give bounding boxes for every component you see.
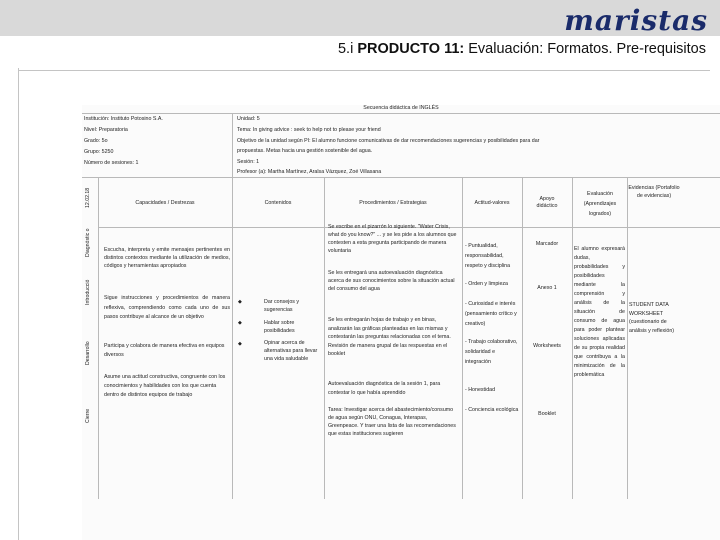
header-contenidos: Contenidos bbox=[264, 200, 292, 206]
header-apoyo: Apoyo didáctico bbox=[536, 196, 558, 209]
stage-cierre: Cierre bbox=[85, 408, 91, 423]
stage-desarrollo: Desarrollo bbox=[85, 341, 91, 365]
info-objetivo: Objetivo de la unidad según PI: El alumno funcione comunicativas de dar recomendaciones sugerencias y posibilidades para dar bbox=[237, 138, 540, 144]
info-propuestas: propuestas. Metas hacia una gestión sostenible del agua. bbox=[237, 148, 373, 154]
divider bbox=[232, 177, 233, 499]
divider bbox=[324, 177, 325, 499]
bullet-icon: ◆ bbox=[238, 341, 242, 347]
divider bbox=[462, 177, 463, 499]
header-capacidades: Capacidades / Destrezas bbox=[135, 200, 195, 206]
contenido-consejos: Dar consejos y sugerencias bbox=[264, 299, 300, 313]
divider bbox=[627, 177, 628, 499]
info-grado: Grado: 5o bbox=[84, 138, 108, 144]
procedimiento-pizarron: Se escribe en el pizarrón lo siguiente. "Water Crisis, what do you know?" ... y se les pide a los alumnos que contesten a esta pregunta participando de manera voluntaria bbox=[328, 224, 457, 254]
info-profesor: Profesor (a): Martha Martínez, Aralsa Vázquez, Zoé Villasana bbox=[237, 169, 382, 175]
divider bbox=[82, 113, 720, 114]
info-sesion: Sesión: 1 bbox=[237, 159, 260, 165]
info-grupo: Grupo: 5250 bbox=[84, 149, 114, 155]
capacidad-actitud: Asume una actitud constructiva, congruente con los conocimientos y habilidades con los que cuenta dentro de distintos equipos de trabajo bbox=[104, 374, 226, 398]
actitud-puntualidad: - Puntualidad, responsabilidad, respeto y disciplina bbox=[465, 243, 511, 269]
capacidad-instrucciones: Sigue instrucciones y procedimientos de manera reflexiva, comprendiendo como cada uno de sus pasos contribuye al alcance de un objetivo bbox=[104, 295, 230, 320]
bullet-icon: ◆ bbox=[238, 320, 242, 326]
procedimiento-hojas-trabajo: Se les entregarán hojas de trabajo y en binas, analizarán las gráficas planteadas en las mismas y contestarán las preguntas relacionadas con el tema. Revisión de manera grupal de las respuestas en el booklet bbox=[328, 317, 451, 357]
actitud-honestidad: - Honestidad bbox=[465, 387, 496, 393]
divider bbox=[98, 177, 99, 499]
procedimiento-tarea: Tarea: Investigar acerca del abastecimiento/consumo de agua según ONU, Conagua, Interapas, Greenpeace. Y traer una lista de las recomendaciones que estas instituciones sugieren bbox=[328, 407, 456, 437]
actitud-orden: - Orden y limpieza bbox=[465, 281, 508, 287]
header-procedimientos: Procedimientos / Estrategias bbox=[359, 200, 427, 206]
capacidad-escucha: Escucha, interpreta y emite mensajes pertinentes en distintos contextos mediante la utilización de medios, códigos y herramientas apropiados bbox=[104, 247, 230, 269]
left-rule bbox=[18, 68, 19, 540]
stage-diagnostico: Diagnóstic o bbox=[85, 228, 91, 257]
date-label: 12.02.18 bbox=[85, 187, 91, 208]
header-evaluacion: Evaluación (Aprendizajes logrados) bbox=[583, 191, 617, 217]
info-institucion: Institución: Instituto Potosino S.A. bbox=[84, 116, 163, 122]
stage-introduccion: Introducció bbox=[85, 279, 91, 305]
maristas-logo: maristas bbox=[564, 4, 708, 37]
slide-title: 5.i PRODUCTO 11: Evaluación: Formatos. Pre-requisitos bbox=[337, 41, 706, 57]
info-nivel: Nivel: Preparatoria bbox=[84, 127, 128, 133]
evaluacion-texto: El alumno expresará dudas, probabilidades y posibilidades mediante la comprensión y análisis de la situación de consumo de agua para poder plantear soluciones aplicadas de su propia realidad que contribuya a la minimización de la problemática bbox=[574, 246, 625, 378]
evidencias-texto: STUDENT DATA WORKSHEET (cuestionario de análisis y reflexión) bbox=[629, 302, 675, 334]
info-sesiones: Número de sesiones: 1 bbox=[84, 160, 139, 166]
contenido-posibilidades: Hablar sobre posibilidades bbox=[264, 320, 295, 334]
procedimiento-autoevaluacion-final: Autoevaluación diagnóstica de la sesión 1, para contestar lo que había aprendido bbox=[328, 381, 441, 396]
procedimiento-autoevaluacion: Se les entregará una autoevaluación diagnóstica acerca de sus conocimientos sobre la situación actual del consumo del agua bbox=[328, 270, 455, 292]
divider bbox=[82, 177, 720, 178]
header-actitud: Actitud-valores bbox=[474, 200, 510, 206]
apoyo-anexo: Anexo 1 bbox=[537, 285, 557, 291]
actitud-curiosidad: - Curiosidad e interés (pensamiento crítico y creativo) bbox=[465, 301, 517, 327]
contenido-alternativas: Opinar acerca de alternativas para llevar una vida saludable bbox=[264, 340, 318, 362]
header-evidencias: Evidencias (Portafolio de evidencias) bbox=[628, 185, 680, 199]
apoyo-marcador: Marcador bbox=[535, 241, 559, 247]
apoyo-booklet: Booklet bbox=[538, 411, 556, 417]
apoyo-worksheets: Worksheets bbox=[533, 343, 561, 349]
actitud-trabajo: - Trabajo colaborativo, solidaridad e integración bbox=[465, 339, 518, 365]
info-unidad: Unidad: 5 bbox=[237, 116, 260, 122]
document-heading: Secuencia didáctica de INGLÉS bbox=[363, 105, 439, 111]
bullet-icon: ◆ bbox=[238, 299, 242, 305]
divider bbox=[522, 177, 523, 499]
capacidad-colabora: Participa y colabora de manera efectiva en equipos diversos bbox=[104, 343, 225, 358]
divider bbox=[232, 113, 233, 177]
actitud-conciencia: - Conciencia ecológica bbox=[465, 407, 519, 413]
lesson-plan-document bbox=[82, 105, 720, 540]
info-tema: Tema: In giving advice : seek to help not to please your friend bbox=[237, 127, 381, 133]
divider bbox=[572, 177, 573, 499]
